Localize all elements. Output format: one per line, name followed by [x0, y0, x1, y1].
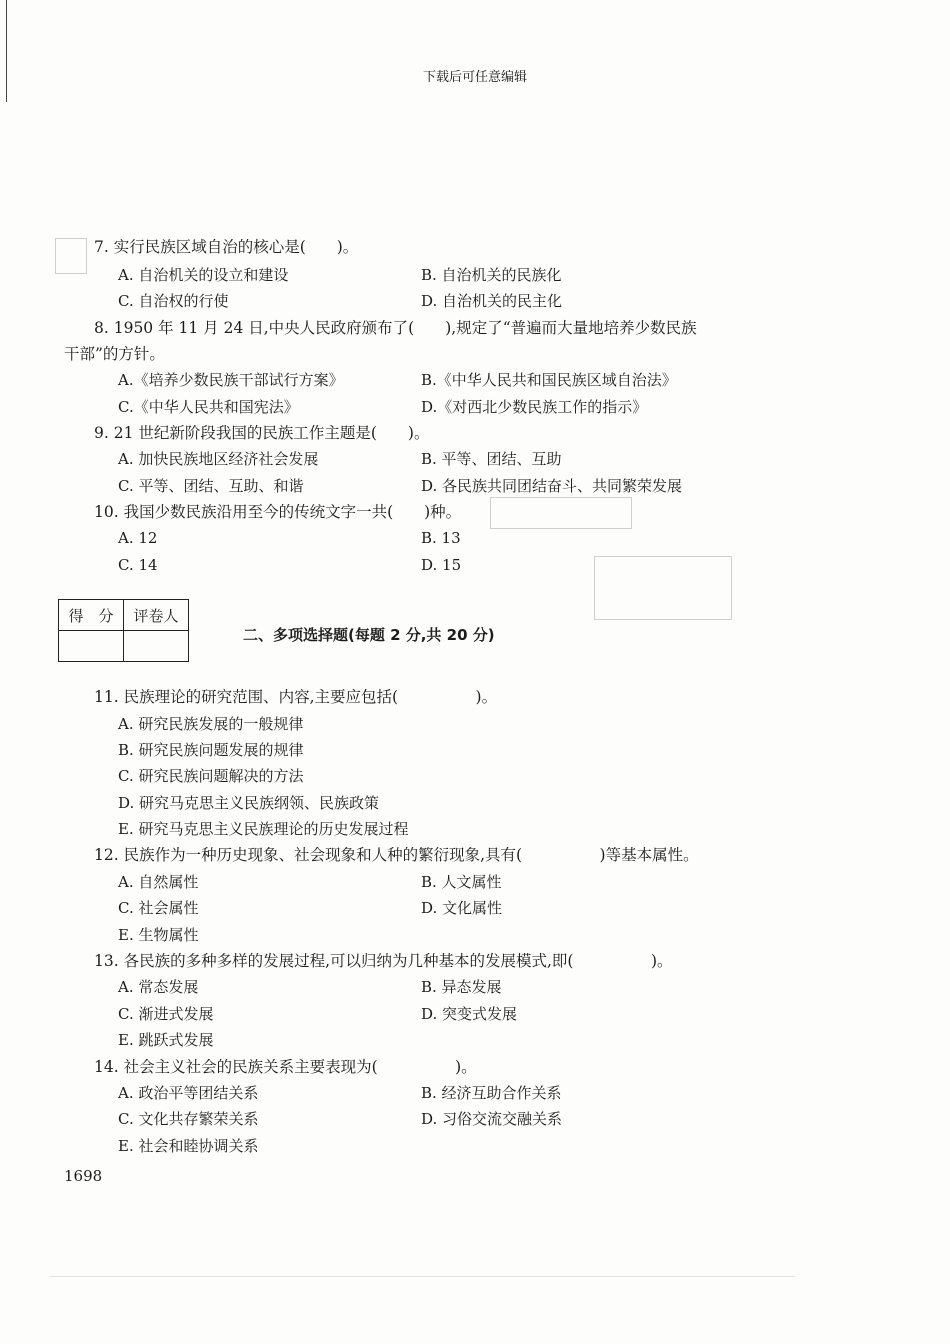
q12-option-b: B. 人文属性 — [421, 873, 502, 891]
q7-option-d: D. 自治机关的民主化 — [421, 292, 563, 310]
header-note: 下载后可任意编辑 — [422, 70, 527, 85]
q13-option-e: E. 跳跃式发展 — [118, 1031, 214, 1049]
section-2-title: 二、多项选择题(每题 2 分,共 20 分) — [243, 626, 495, 644]
q11-option-e: E. 研究马克思主义民族理论的历史发展过程 — [118, 820, 409, 838]
q12-option-a: A. 自然属性 — [118, 873, 199, 891]
q8-option-b: B.《中华人民共和国民族区域自治法》 — [421, 371, 677, 389]
q9-option-b: B. 平等、团结、互助 — [421, 450, 562, 468]
q14-option-c: C. 文化共存繁荣关系 — [118, 1110, 259, 1128]
q13-option-d: D. 突变式发展 — [421, 1005, 518, 1023]
q9-option-d: D. 各民族共同团结奋斗、共同繁荣发展 — [421, 477, 683, 495]
q10-option-a: A. 12 — [118, 529, 158, 547]
page-number: 1698 — [64, 1167, 103, 1185]
q9-option-a: A. 加快民族地区经济社会发展 — [118, 450, 319, 468]
score-table — [58, 599, 189, 662]
q10-option-b: B. 13 — [421, 529, 461, 547]
q12-option-c: C. 社会属性 — [118, 899, 199, 917]
score-cell — [59, 631, 124, 662]
q12-option-e: E. 生物属性 — [118, 926, 199, 944]
grader-label: 评卷人 — [124, 600, 189, 631]
q11-option-c: C. 研究民族问题解决的方法 — [118, 767, 304, 785]
question-14: 14. 社会主义社会的民族关系主要表现为( )。 — [94, 1058, 477, 1076]
question-11: 11. 民族理论的研究范围、内容,主要应包括( )。 — [94, 688, 498, 706]
q14-option-e: E. 社会和睦协调关系 — [118, 1137, 259, 1155]
scan-bottom-line — [50, 1276, 795, 1277]
q14-option-a: A. 政治平等团结关系 — [118, 1084, 259, 1102]
question-8-continued: 干部”的方针。 — [64, 345, 165, 363]
bleed-through-box — [490, 497, 632, 529]
q13-option-a: A. 常态发展 — [118, 978, 199, 996]
q10-option-d: D. 15 — [421, 556, 462, 574]
q13-option-b: B. 异态发展 — [421, 978, 502, 996]
q10-option-c: C. 14 — [118, 556, 158, 574]
q8-option-c: C.《中华人民共和国宪法》 — [118, 398, 299, 416]
q7-option-c: C. 自治权的行使 — [118, 292, 229, 310]
score-label: 得 分 — [59, 600, 124, 631]
q7-option-a: A. 自治机关的设立和建设 — [118, 266, 289, 284]
question-10: 10. 我国少数民族沿用至今的传统文字一共( )种。 — [94, 503, 462, 521]
q8-option-d: D.《对西北少数民族工作的指示》 — [421, 398, 648, 416]
question-9: 9. 21 世纪新阶段我国的民族工作主题是( )。 — [94, 424, 430, 442]
q14-option-b: B. 经济互助合作关系 — [421, 1084, 562, 1102]
q9-option-c: C. 平等、团结、互助、和谐 — [118, 477, 304, 495]
grader-cell — [124, 631, 189, 662]
q11-option-b: B. 研究民族问题发展的规律 — [118, 741, 304, 759]
question-13: 13. 各民族的多种多样的发展过程,可以归纳为几种基本的发展模式,即( )。 — [94, 952, 673, 970]
q14-option-d: D. 习俗交流交融关系 — [421, 1110, 563, 1128]
bleed-through-box — [594, 556, 732, 620]
q8-option-a: A.《培养少数民族干部试行方案》 — [118, 371, 344, 389]
q11-option-d: D. 研究马克思主义民族纲领、民族政策 — [118, 794, 380, 812]
bleed-through-box — [55, 238, 87, 274]
question-7: 7. 实行民族区域自治的核心是( )。 — [94, 238, 359, 256]
q11-option-a: A. 研究民族发展的一般规律 — [118, 715, 304, 733]
question-8: 8. 1950 年 11 月 24 日,中央人民政府颁布了( ),规定了“普遍而大量地培养少数民族 — [94, 319, 697, 337]
scan-edge-line — [6, 0, 7, 102]
q12-option-d: D. 文化属性 — [421, 899, 503, 917]
q7-option-b: B. 自治机关的民族化 — [421, 266, 562, 284]
q13-option-c: C. 渐进式发展 — [118, 1005, 214, 1023]
question-12: 12. 民族作为一种历史现象、社会现象和人种的繁衍现象,具有( )等基本属性。 — [94, 846, 699, 864]
